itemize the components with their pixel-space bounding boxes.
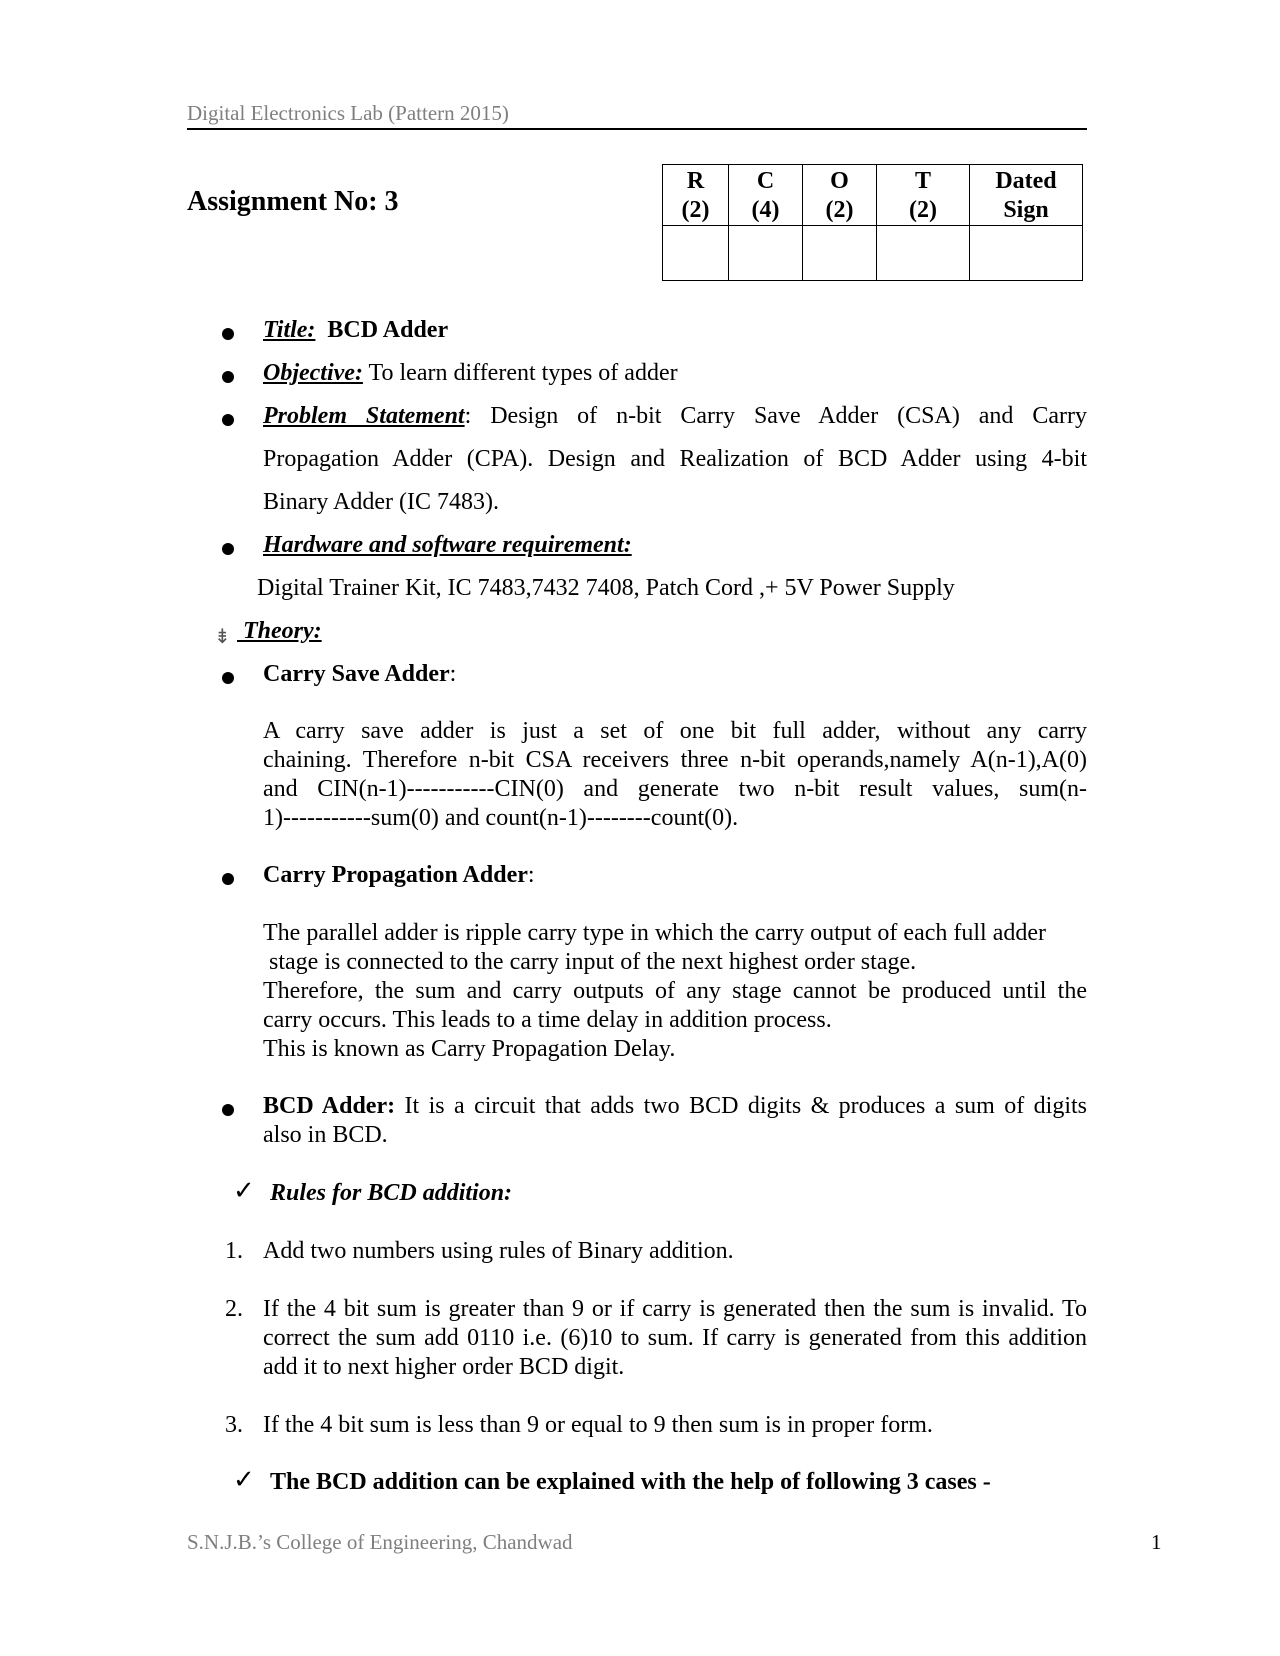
cpa-line-3: Therefore, the sum and carry outputs of any stage cannot be produced until the [263,978,1087,1004]
csa-heading: Carry Save Adder: [263,661,457,687]
checkmark-icon: ✓ [233,1465,255,1495]
assignment-title: Assignment No: 3 [187,186,399,217]
rule-3-line-1: If the 4 bit sum is less than 9 or equal to 9 then sum is in proper form. [263,1412,933,1438]
bullet-icon [222,328,234,340]
csa-line-4: 1)-----------sum(0) and count(n-1)--------count(0). [263,805,739,831]
problem-line-2: Propagation Adder (CPA). Design and Realization of BCD Adder using 4-bit [263,446,1087,472]
cpa-line-1: The parallel adder is ripple carry type in which the carry output of each full adder [263,920,1046,946]
rule-number: 2. [225,1296,243,1322]
rules-title: Rules for BCD addition: [270,1180,513,1206]
page-number: 1 [1151,1530,1162,1554]
bullet-icon [222,543,234,555]
cases-text: The BCD addition can be explained with the help of following 3 cases - [270,1469,991,1495]
title-label: Title: [263,317,316,343]
marks-cell-r [663,226,729,281]
csa-line-3: and CIN(n-1)-----------CIN(0) and generate two n-bit result values, sum(n- [263,776,1087,802]
marks-header-t: T (2) [877,165,970,226]
objective-value: To learn different types of adder [368,360,678,386]
footer-college: S.N.J.B.’s College of Engineering, Chandwad [187,1530,573,1554]
objective-item [263,360,678,387]
bullet-icon [222,1104,234,1116]
rule-2-line-3: add it to next higher order BCD digit. [263,1354,625,1380]
objective-label: Objective: [263,360,363,386]
rule-number: 1. [225,1238,243,1264]
marks-header-c: C (4) [729,165,803,226]
rule-number: 3. [225,1412,243,1438]
problem-line-1: Problem Statement: Design of n-bit Carry Save Adder (CSA) and Carry [263,403,1087,429]
marks-header-o: O (2) [803,165,877,226]
checkmark-icon: ✓ [233,1176,255,1206]
bcd-line-2: also in BCD. [263,1122,388,1148]
marks-cell-dated-sign [970,226,1083,281]
title-value: BCD Adder [327,317,449,343]
marks-cell-t [877,226,970,281]
theory-label: Theory: [243,618,322,644]
csa-line-1: A carry save adder is just a set of one bit full adder, without any carry [263,718,1087,744]
arrow-down-icon: ⇟ [214,624,231,648]
rule-2-line-1: If the 4 bit sum is greater than 9 or if carry is generated then the sum is invalid. To [263,1296,1087,1322]
marks-table [662,164,1083,281]
page-header: Digital Electronics Lab (Pattern 2015) [187,101,509,125]
marks-cell-c [729,226,803,281]
header-rule [187,128,1087,130]
hardware-value: Digital Trainer Kit, IC 7483,7432 7408, Patch Cord ,+ 5V Power Supply [257,575,955,601]
bullet-icon [222,873,234,885]
marks-header-r: R (2) [663,165,729,226]
problem-label: Problem Statement [263,403,465,429]
cpa-line-4: carry occurs. This leads to a time delay in addition process. [263,1007,832,1033]
cpa-line-5: This is known as Carry Propagation Delay. [263,1036,676,1062]
bullet-icon [222,414,234,426]
title-item [263,317,448,344]
cpa-line-2: stage is connected to the carry input of the next highest order stage. [263,949,917,975]
bullet-icon [222,371,234,383]
marks-cell-o [803,226,877,281]
bullet-icon [222,672,234,684]
marks-header-dated-sign: Dated Sign [970,165,1083,226]
rule-2-line-2: correct the sum add 0110 i.e. (6)10 to sum. If carry is generated from this addition [263,1325,1087,1351]
problem-line-3: Binary Adder (IC 7483). [263,489,499,515]
bcd-line-1: BCD Adder: It is a circuit that adds two BCD digits & produces a sum of digits [263,1093,1088,1119]
rule-1-line-1: Add two numbers using rules of Binary addition. [263,1238,734,1264]
cpa-heading: Carry Propagation Adder: [263,862,535,888]
csa-line-2: chaining. Therefore n-bit CSA receivers three n-bit operands,namely A(n-1),A(0) [263,747,1087,773]
hardware-label: Hardware and software requirement: [263,532,632,558]
bcd-label: BCD Adder: [263,1093,396,1119]
